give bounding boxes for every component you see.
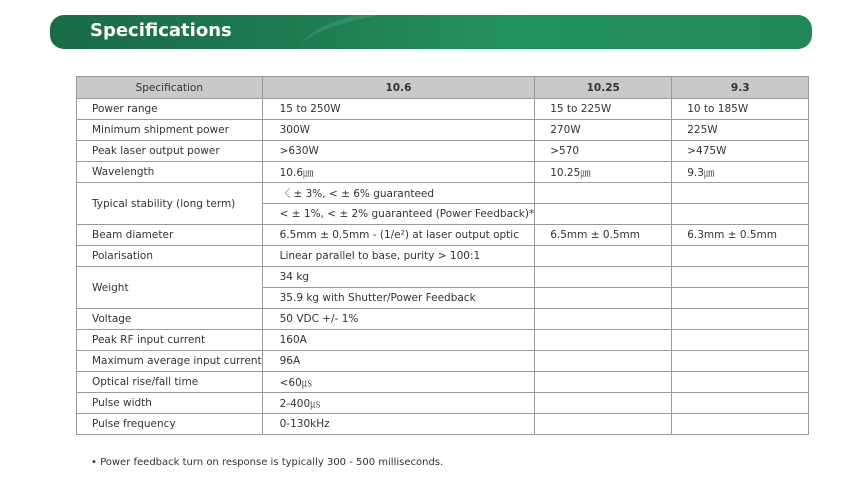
cell-10-25 (535, 330, 672, 351)
cell-10-25 (535, 288, 672, 309)
table-row (77, 183, 809, 204)
table-header-row (77, 77, 809, 99)
cell-10-6: 300W (262, 120, 535, 141)
table-row (77, 414, 809, 435)
cell-10-6: 0-130kHz (262, 414, 535, 435)
cell-9-3 (672, 183, 809, 204)
table-row (77, 372, 809, 393)
table-row (77, 246, 809, 267)
table-row (77, 267, 809, 288)
cell-10-25: 15 to 225W (535, 99, 672, 120)
row-label: Peak RF input current (77, 330, 263, 351)
cell-10-6: 10.6㎛ (262, 162, 535, 183)
table-row (77, 393, 809, 414)
row-label: Pulse frequency (77, 414, 263, 435)
cell-10-25: 6.5mm ± 0.5mm (535, 225, 672, 246)
cell-10-25 (535, 309, 672, 330)
cell-9-3: 9.3㎛ (672, 162, 809, 183)
table-row (77, 162, 809, 183)
cell-9-3: 10 to 185W (672, 99, 809, 120)
cell-10-25 (535, 267, 672, 288)
cell-10-6: < ± 1%, < ± 2% guaranteed (Power Feedback)* (262, 204, 535, 225)
cell-10-6: 50 VDC +/- 1% (262, 309, 535, 330)
cell-10-25 (535, 204, 672, 225)
cell-10-6: 15 to 250W (262, 99, 535, 120)
cell-10-6: 96A (262, 351, 535, 372)
cell-10-25 (535, 414, 672, 435)
cell-10-25 (535, 372, 672, 393)
cell-10-25: 270W (535, 120, 672, 141)
row-label: Voltage (77, 309, 263, 330)
row-label: Wavelength (77, 162, 263, 183)
row-label: Power range (77, 99, 263, 120)
table-row (77, 351, 809, 372)
row-label: Peak laser output power (77, 141, 263, 162)
cell-10-6: <60㎲ (262, 372, 535, 393)
cell-10-6: >630W (262, 141, 535, 162)
cell-10-6: 6.5mm ± 0.5mm - (1/e²) at laser output optic (262, 225, 535, 246)
row-label: Pulse width (77, 393, 263, 414)
cell-10-25 (535, 393, 672, 414)
cell-10-25 (535, 183, 672, 204)
table-row (77, 141, 809, 162)
cell-9-3 (672, 393, 809, 414)
row-label: Weight (77, 267, 263, 309)
specifications-table (76, 76, 809, 435)
cell-9-3 (672, 309, 809, 330)
table-row (77, 330, 809, 351)
cell-9-3 (672, 246, 809, 267)
column-header-9-3: 9.3 (672, 77, 809, 99)
table-row (77, 309, 809, 330)
cell-10-6: 2-400㎲ (262, 393, 535, 414)
cell-10-25: 10.25㎛ (535, 162, 672, 183)
cell-9-3: 6.3mm ± 0.5mm (672, 225, 809, 246)
row-label: Polarisation (77, 246, 263, 267)
section-title: Specifications (90, 20, 232, 41)
row-label: Optical rise/fall time (77, 372, 263, 393)
cell-9-3 (672, 372, 809, 393)
cell-9-3 (672, 351, 809, 372)
cell-9-3: 225W (672, 120, 809, 141)
column-header-specification: Specification (77, 77, 263, 99)
cell-10-6: Linear parallel to base, purity > 100:1 (262, 246, 535, 267)
row-label: Maximum average input current (77, 351, 263, 372)
cell-9-3 (672, 330, 809, 351)
cell-9-3 (672, 204, 809, 225)
table-row (77, 225, 809, 246)
column-header-10-25: 10.25 (535, 77, 672, 99)
column-header-10-6: 10.6 (262, 77, 535, 99)
footnote: • Power feedback turn on response is typically 300 - 500 milliseconds. (91, 457, 444, 468)
cell-10-6: 160A (262, 330, 535, 351)
cell-9-3: >475W (672, 141, 809, 162)
cell-10-25: >570 (535, 141, 672, 162)
table-row (77, 99, 809, 120)
row-label: Typical stability (long term) (77, 183, 263, 225)
row-label: Minimum shipment power (77, 120, 263, 141)
cell-10-6: 35.9 kg with Shutter/Power Feedback (262, 288, 535, 309)
cell-10-6: 〈 ± 3%, < ± 6% guaranteed (262, 183, 535, 204)
cell-9-3 (672, 267, 809, 288)
cell-10-6: 34 kg (262, 267, 535, 288)
cell-9-3 (672, 288, 809, 309)
cell-10-25 (535, 246, 672, 267)
row-label: Beam diameter (77, 225, 263, 246)
cell-9-3 (672, 414, 809, 435)
table-row (77, 120, 809, 141)
section-banner (50, 15, 812, 49)
cell-10-25 (535, 351, 672, 372)
